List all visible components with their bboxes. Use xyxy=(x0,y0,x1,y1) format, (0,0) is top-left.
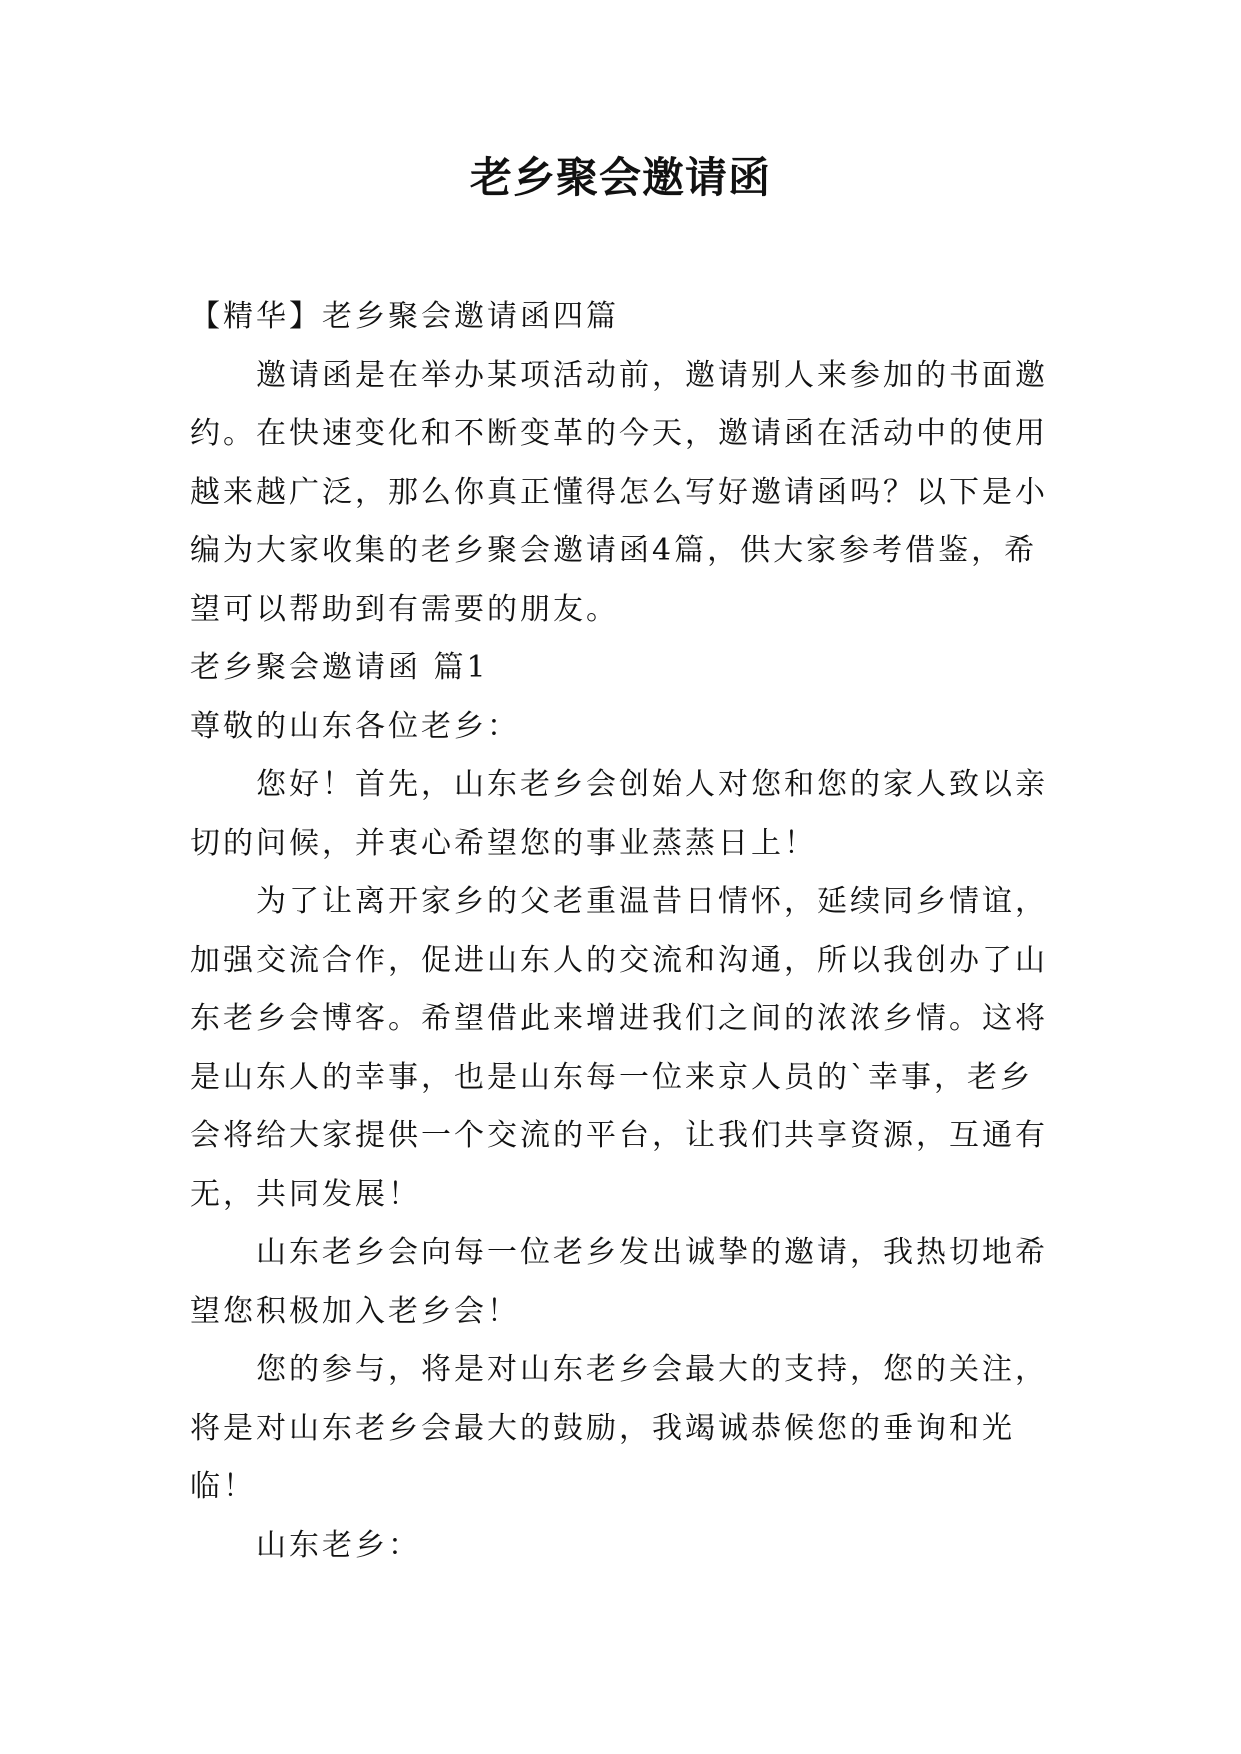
salutation: 尊敬的山东各位老乡： xyxy=(190,708,520,744)
section-heading: 老乡聚会邀请函 篇1 xyxy=(190,650,489,685)
document-body xyxy=(190,288,1060,1575)
heading-line: 【精华】老乡聚会邀请函四篇 xyxy=(190,299,619,334)
closing-line: 山东老乡： xyxy=(256,1527,421,1563)
body-paragraph: 您的参与，将是对山东老乡会最大的支持，您的关注，将是对山东老乡会最大的鼓励，我竭诚恭候您的垂询和光临！ xyxy=(190,1352,1048,1504)
body-paragraph: 为了让离开家乡的父老重温昔日情怀，延续同乡情谊，加强交流合作，促进山东人的交流和沟通，所以我创办了山东老乡会博客。希望借此来增进我们之间的浓浓乡情。这将是山东人的幸事，也是山东每一位来京人员的`幸事，老乡会将给大家提供一个交流的平台，让我们共享资源，互通有无，共同发展！ xyxy=(190,884,1048,1212)
body-paragraph: 山东老乡会向每一位老乡发出诚挚的邀请，我热切地希望您积极加入老乡会！ xyxy=(190,1235,1048,1329)
document-title: 老乡聚会邀请函 xyxy=(469,153,771,202)
body-paragraph: 您好！首先，山东老乡会创始人对您和您的家人致以亲切的问候，并衷心希望您的事业蒸蒸日上！ xyxy=(190,767,1048,861)
intro-paragraph: 邀请函是在举办某项活动前，邀请别人来参加的书面邀约。在快速变化和不断变革的今天，邀请函在活动中的使用越来越广泛，那么你真正懂得怎么写好邀请函吗？以下是小编为大家收集的老乡聚会邀请函4篇，供大家参考借鉴，希望可以帮助到有需要的朋友。 xyxy=(190,357,1048,627)
